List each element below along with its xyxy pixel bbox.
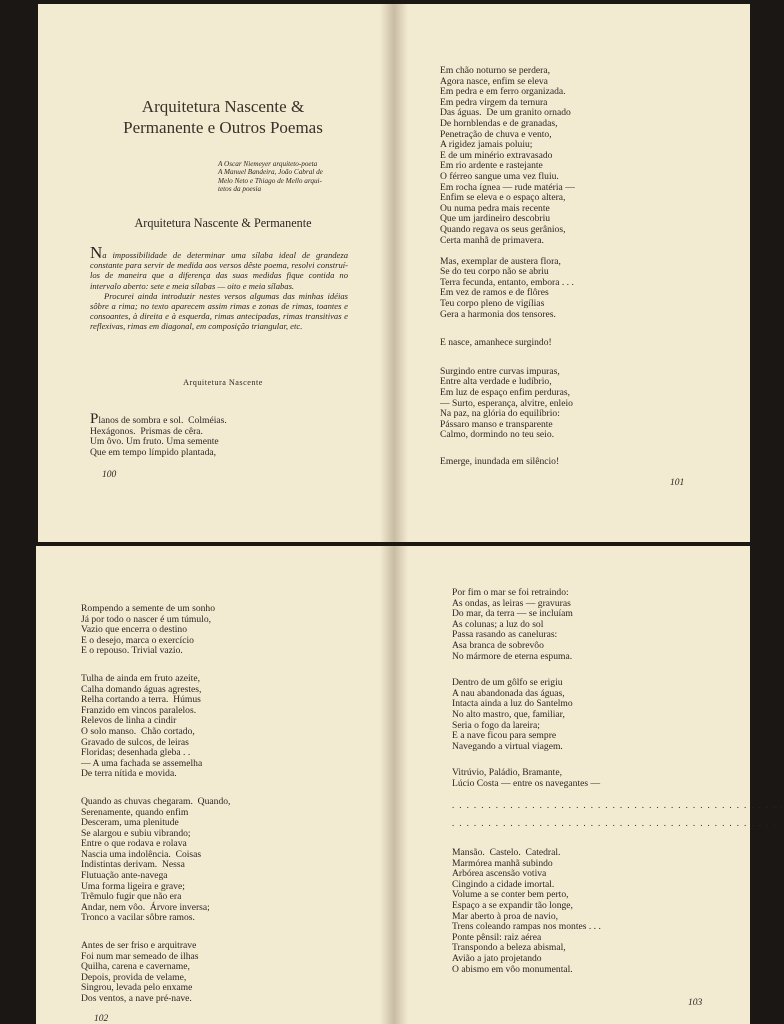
poem-line: A nau abandonada das águas, xyxy=(452,687,565,699)
stanza xyxy=(440,338,575,349)
poem-line: Marmórea manhã subindo xyxy=(452,857,553,869)
poem-line: Intacta ainda a luz do Santelmo xyxy=(452,698,573,710)
prose-paragraph-1: a impossibilidade de determinar uma sílaba ideal de grandeza constante para servir de medida aos versos dêste poema, resolvi construí-los de maneira que a diferença das suas medidas fique contida no intervalo aberto: sete e meia sílabas — oito e meia sílabas. xyxy=(90,250,348,291)
poem-line: Entre alta verdade e ludíbrio, xyxy=(440,376,552,388)
poem-line: Gera a harmonia dos tensores. xyxy=(440,308,556,320)
page-gutter-shadow xyxy=(380,546,394,1024)
poem-line: E o desejo, marca o exercício xyxy=(81,634,194,646)
poem-line: Trens coleando rampas nos montes . . . xyxy=(452,921,601,933)
prose-dropcap: N xyxy=(90,243,103,262)
poem-line: Quando regava os seus gerânios, xyxy=(440,223,566,235)
poem-line: Dentro de um gôlfo se erigiu xyxy=(452,677,563,689)
poem-line: Antes de ser friso e arquitrave xyxy=(81,940,197,952)
poem-line: De hornblendas e de granadas, xyxy=(440,117,558,129)
poem-line: — A uma fachada se assemelha xyxy=(81,757,203,769)
poem-line: Relha cortando a terra. Húmus xyxy=(81,694,201,706)
poem-line: Na paz, na glória do equilíbrio: xyxy=(440,408,560,420)
poem-line: Arbórea ascensão votiva xyxy=(452,868,547,880)
poem-line: Ou numa pedra mais recente xyxy=(440,202,550,214)
poem-line: Indistintas derivam. Nessa xyxy=(81,859,185,871)
stanza xyxy=(452,678,600,752)
poem-line: Tronco a vacilar sôbre ramos. xyxy=(81,912,195,924)
stanza xyxy=(452,848,601,975)
poem-line: Lúcio Costa — entre os navegantes — xyxy=(452,777,601,789)
stanza xyxy=(440,367,575,441)
poem-line: Já por todo o nascer é um túmulo, xyxy=(81,613,212,625)
poem-line: Entre o que rodava e rolava xyxy=(81,838,187,850)
poem-line: Calmo, dormindo no teu seio. xyxy=(440,429,555,441)
poem-line: Mar aberto à proa de navio, xyxy=(452,910,559,922)
poem-line: E de um minério extravasado xyxy=(440,149,553,161)
poem-line: Depois, provida de velame, xyxy=(81,971,187,983)
poem-continuation xyxy=(452,588,600,794)
poem-line: O solo manso. Chão cortado, xyxy=(81,725,195,737)
poem-line: Emerge, inundada em silêncio! xyxy=(440,455,560,467)
poem-line: Surgindo entre curvas impuras, xyxy=(440,365,560,377)
poem-line: Penetração de chuva e vento, xyxy=(440,128,552,140)
poem-line: Gravado de sulcos, de leiras xyxy=(81,736,189,748)
poem-line: Desceram, uma plenitude xyxy=(81,817,179,829)
ellipsis-rule-1: . . . . . . . . . . . . . . . . . . . . . . . . . . . . . . . . . . . . . . . . . . . . . . xyxy=(452,800,784,810)
book-title-line-1: Arquitetura Nascente & xyxy=(141,97,305,116)
poem-line: Por fim o mar se foi retraindo: xyxy=(452,587,569,598)
poem-line: Vitrúvio, Paládio, Bramante, xyxy=(452,767,562,779)
poem-line: Se alargou e subiu vibrando; xyxy=(81,827,191,839)
ellipsis-rule-2: . . . . . . . . . . . . . . . . . . . . . . . . . . . . . . . . . . . . . . . . . . . . . . xyxy=(452,818,784,828)
stanza xyxy=(440,257,575,321)
poem-line: Em rocha ígnea — rude matéria — xyxy=(440,181,575,193)
page-number: 100 xyxy=(102,470,117,480)
poem-line: Dos ventos, a nave pré-nave. xyxy=(81,993,192,1004)
page-gutter-shadow xyxy=(380,4,394,542)
stanza xyxy=(81,674,230,780)
poem-line: Se do teu corpo não se abriu xyxy=(440,266,549,278)
poem-line: Terra fecunda, entanto, embora . . . xyxy=(440,276,574,288)
poem-line: Enfim se eleva e o espaço altera, xyxy=(440,192,566,204)
poem-line: Quando as chuvas chegaram. Quando, xyxy=(81,795,231,807)
dedication: A Oscar Niemeyer arquiteto-poeta A Manuel Bandeira, João Cabral de Melo Neto e Thiago de Mello arqui- tetos da poesia xyxy=(218,160,323,194)
poem-line: — Surto, esperança, alvitre, enleio xyxy=(440,397,573,409)
page-101 xyxy=(394,4,750,542)
poem-line: Certa manhã de primavera. xyxy=(440,234,544,246)
poem-line xyxy=(90,411,227,427)
poem-line: O férreo sangue uma vez fluiu. xyxy=(440,170,559,182)
stanza xyxy=(452,588,600,662)
poem-line: Espaço a se expandir tão longe, xyxy=(452,899,573,911)
poem-line: Calha domando águas agrestes, xyxy=(81,683,202,695)
poem-line: O abismo em vôo monumental. xyxy=(452,963,573,975)
poem-line: Em luz de espaço enfim perduras, xyxy=(440,386,570,398)
poem-line: Asa branca de sobrevôo xyxy=(452,639,544,651)
poem-line: Avião a jato projetando xyxy=(452,952,542,964)
page-gutter-shadow xyxy=(394,546,408,1024)
stanza xyxy=(452,768,600,789)
poem-line: De terra nítida e movida. xyxy=(81,768,177,780)
poem-line: Nascia uma indolência. Coisas xyxy=(81,848,202,860)
poem-line: Em vez de ramos e de flôres xyxy=(440,287,549,299)
poem-line: Em pedra virgem da ternura xyxy=(440,96,548,108)
prose-paragraph-2: Procurei ainda introduzir nestes versos algumas das minhas idéias sôbre a rima; no texto aparecem assim rimas e zonas de rimas, toantes e consoantes, à direita e à esquerda, rimas antecipadas, rimas transitivas e reflexivas, rimas em diagonal, em composição triangular, etc. xyxy=(90,290,348,332)
poem-continuation xyxy=(440,66,575,478)
page-103 xyxy=(394,546,784,1024)
poem-line: Rompendo a semente de um sonho xyxy=(81,603,216,614)
poem-line: Tulha de ainda em fruto azeite, xyxy=(81,672,200,684)
poem-line: As ondas, as leiras — gravuras xyxy=(452,597,571,609)
poem-line: A rigidez jamais poluiu; xyxy=(440,139,533,151)
poem-line: No mármore de eterna espuma. xyxy=(452,650,573,662)
poem-line: No alto mastro, que, familiar, xyxy=(452,708,565,720)
poem-line: Em pedra e em ferro organizada. xyxy=(440,86,566,98)
book-title-line-2: Permanente e Outros Poemas xyxy=(123,118,323,137)
poem-line: Mas, exemplar de austera flora, xyxy=(440,255,561,267)
poem-opening xyxy=(90,411,227,458)
poem-line: Do mar, da terra — se incluíam xyxy=(452,608,573,620)
poem-line: Foi num mar semeado de ilhas xyxy=(81,950,199,962)
poem-line: Navegando a virtual viagem. xyxy=(452,740,563,752)
poem-line: Andar, nem vôo. Árvore inversa; xyxy=(81,901,210,913)
page-100 xyxy=(38,4,394,542)
stanza xyxy=(81,941,230,1005)
poem-line: E a nave ficou para sempre xyxy=(452,730,557,742)
poem-line: Floridas; desenhada gleba . . xyxy=(81,747,191,759)
poem-line: E nasce, amanhece surgindo! xyxy=(440,337,552,349)
page-number: 103 xyxy=(688,998,703,1008)
poem-line: Franzido em vincos paralelos. xyxy=(81,704,197,716)
poem-line: Quilha, carena e cavername, xyxy=(81,961,190,973)
poem-line: Trêmulo fugir que não era xyxy=(81,891,182,903)
stanza xyxy=(440,66,575,246)
poem-line: Um ôvo. Um fruto. Uma semente xyxy=(90,436,219,448)
page-102 xyxy=(36,546,394,1024)
page-gutter-shadow xyxy=(394,4,408,542)
poem-line: Transpondo a beleza abismal, xyxy=(452,942,566,954)
prose-note xyxy=(90,243,348,332)
stanza xyxy=(81,797,230,924)
poem-line: As colunas; a luz do sol xyxy=(452,618,544,630)
poem-line: Que em tempo límpido plantada, xyxy=(90,446,217,458)
poem-line-text: lanos de sombra e sol. Colméias. xyxy=(98,415,227,426)
page-number: 101 xyxy=(670,478,685,488)
section-title: Arquitetura Nascente & Permanente xyxy=(134,216,312,230)
poem-line: Passa rasando as caneluras: xyxy=(452,629,558,641)
stanza xyxy=(440,457,575,468)
poem-line: Singrou, levada pelo enxame xyxy=(81,982,193,994)
poem-continuation xyxy=(452,848,601,986)
poem-line: Volume a se conter bem perto, xyxy=(452,889,569,901)
poem-line: Pássaro manso e transparente xyxy=(440,418,553,430)
poem-line: Em rio ardente e rastejante xyxy=(440,160,543,172)
poem-line: Uma forma ligeira e grave; xyxy=(81,880,185,892)
poem-line: Em chão noturno se perdera, xyxy=(440,65,551,76)
poem-line: Das águas. De um granito ornado xyxy=(440,107,571,119)
poem-line: Ponte pênsil: raiz aérea xyxy=(452,931,542,943)
poem-line: Hexágonos. Prismas de cêra. xyxy=(90,425,203,437)
poem-line: Que um jardineiro descobriu xyxy=(440,213,551,225)
page-number: 102 xyxy=(94,1014,109,1024)
poem-line: Cingindo a cidade imortal. xyxy=(452,878,555,890)
poem-line: E o repouso. Trivial vazio. xyxy=(81,645,183,657)
poem-line: Mansão. Castelo. Catedral. xyxy=(452,847,561,858)
poem-line: Seria o fogo da lareira; xyxy=(452,719,540,731)
poem-line: Relevos de linha a cindir xyxy=(81,715,177,727)
stanza xyxy=(81,604,230,657)
poem-line: Serenamente, quando enfim xyxy=(81,806,189,818)
subsection-title: Arquitetura Nascente xyxy=(183,378,263,387)
poem-line: Vazio que encerra o destino xyxy=(81,624,188,636)
poem-line: Teu corpo pleno de vigílias xyxy=(440,297,545,309)
book-title xyxy=(48,96,398,138)
poem-dropcap: P xyxy=(90,411,99,427)
poem-line: Flutuação ante-navega xyxy=(81,870,168,882)
poem-line: Agora nasce, enfim se eleva xyxy=(440,75,548,87)
poem-continuation xyxy=(81,604,230,1015)
